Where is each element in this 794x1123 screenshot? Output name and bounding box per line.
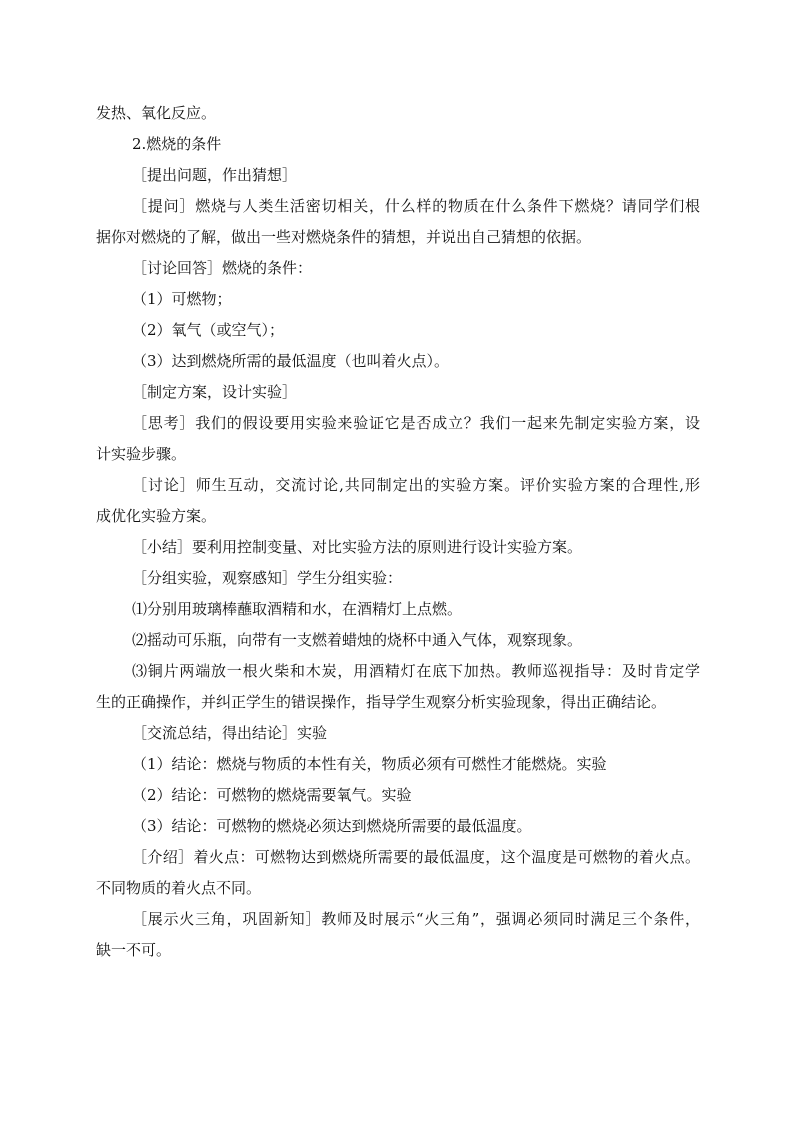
group-experiment-heading: ［分组实验，观察感知］学生分组实验： [132, 569, 403, 587]
question-paragraph-line-2: 据你对燃烧的了解，做出一些对燃烧条件的猜想，并说出自己猜想的依据。 [96, 228, 592, 246]
text-line-continuation: 发热、氧化反应。 [96, 104, 217, 122]
think-paragraph-line-2: 计实验步骤。 [96, 445, 187, 463]
experiment-step-1: ⑴分别用玻璃棒蘸取酒精和水，在酒精灯上点燃。 [132, 600, 463, 618]
discuss-paragraph-line-2: 成优化实验方案。 [96, 507, 217, 525]
discussion-answer-heading: ［讨论回答］燃烧的条件： [132, 259, 313, 277]
summary-paragraph: ［小结］要利用控制变量、对比实验方法的原则进行设计实验方案。 [132, 538, 583, 556]
condition-item-1: （1）可燃物； [132, 290, 232, 308]
experiment-step-3-line-2: 生的正确操作，并纠正学生的错误操作，指导学生观察分析实验现象，得出正确结论。 [96, 693, 667, 711]
experiment-step-2: ⑵摇动可乐瓶，向带有一支燃着蜡烛的烧杯中通入气体，观察现象。 [132, 631, 583, 649]
fire-triangle-paragraph-line-2: 缺一不可。 [96, 941, 172, 959]
experiment-step-3-line-1: ⑶铜片两端放一根火柴和木炭，用酒精灯在底下加热。教师巡视指导：及时肯定学 [132, 662, 700, 680]
discuss-paragraph-line-1: ［讨论］师生互动，交流讨论,共同制定出的实验方案。评价实验方案的合理性,形 [132, 476, 700, 494]
step-heading-design-experiment: ［制定方案，设计实验］ [132, 383, 298, 401]
conclusion-item-3: （3）结论：可燃物的燃烧必须达到燃烧所需要的最低温度。 [132, 817, 532, 835]
conclusion-item-1: （1）结论：燃烧与物质的本性有关，物质必须有可燃性才能燃烧。实验 [132, 755, 607, 773]
conclusion-item-2: （2）结论：可燃物的燃烧需要氧气。实验 [132, 786, 412, 804]
question-paragraph-line-1: ［提问］燃烧与人类生活密切相关，什么样的物质在什么条件下燃烧？请同学们根 [132, 197, 700, 215]
ignition-point-paragraph-line-2: 不同物质的着火点不同。 [96, 879, 262, 897]
think-paragraph-line-1: ［思考］我们的假设要用实验来验证它是否成立？我们一起来先制定实验方案，设 [132, 414, 700, 432]
conclusion-heading: ［交流总结，得出结论］实验 [132, 724, 328, 742]
ignition-point-paragraph-line-1: ［介绍］着火点：可燃物达到燃烧所需要的最低温度，这个温度是可燃物的着火点。 [132, 848, 700, 866]
condition-item-3: （3）达到燃烧所需的最低温度（也叫着火点）。 [132, 352, 450, 370]
section-heading-combustion-conditions: 2.燃烧的条件 [132, 135, 222, 153]
step-heading-ask-question: ［提出问题，作出猜想］ [132, 166, 298, 184]
condition-item-2: （2）氧气（或空气）； [132, 321, 285, 339]
fire-triangle-paragraph-line-1: ［展示火三角，巩固新知］教师及时展示“火三角”，强调必须同时满足三个条件， [132, 910, 700, 928]
document-body [96, 98, 700, 966]
